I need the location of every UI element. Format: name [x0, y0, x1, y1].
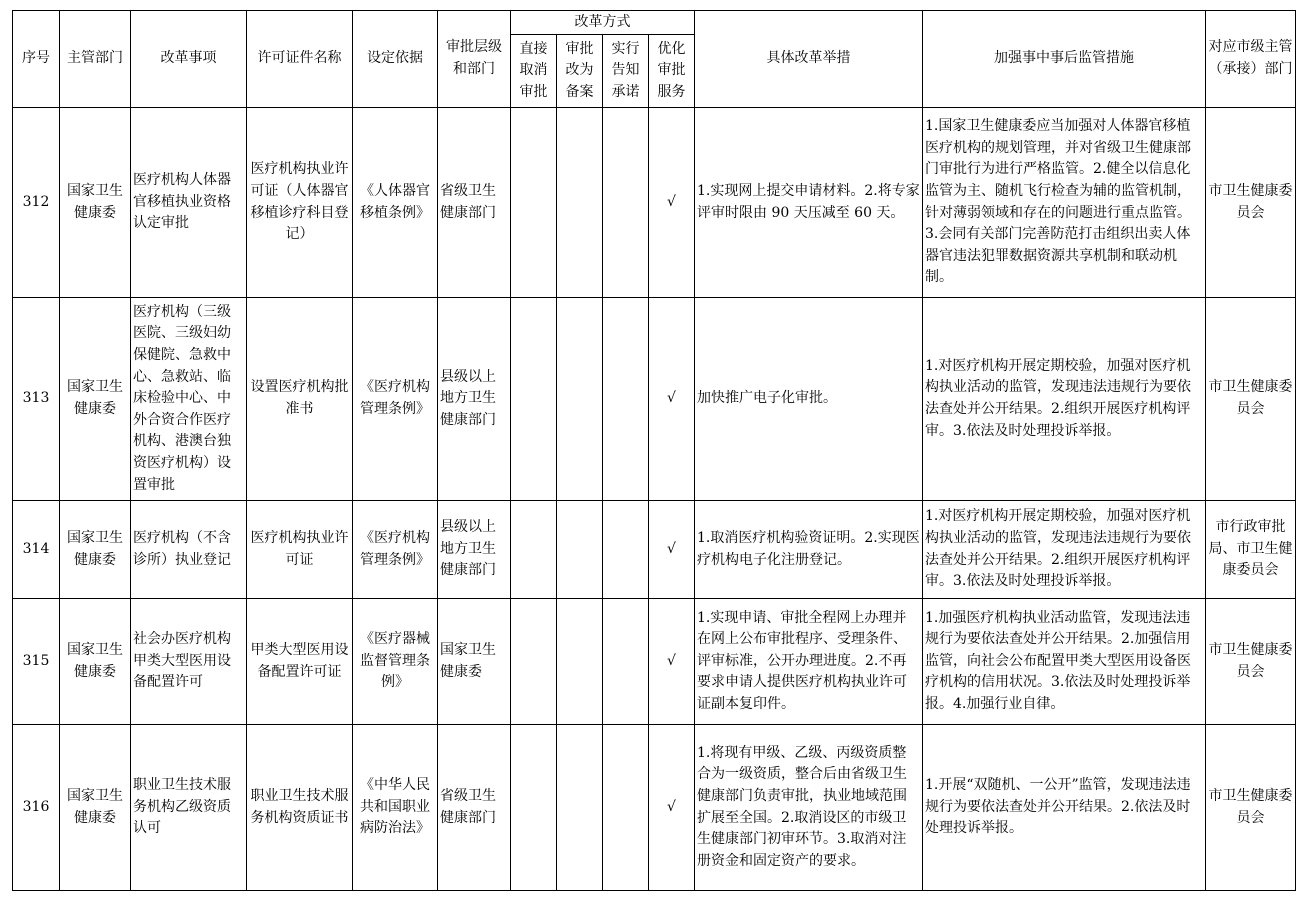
cell-method-optimize: √	[649, 108, 695, 298]
cell-supervision: 1.开展“双随机、一公开”监管，发现违法违规行为要依法查处并公开结果。2.依法及时处理投诉举报。	[923, 725, 1206, 891]
table-row	[13, 725, 1296, 891]
header-row-top	[13, 11, 1296, 35]
cell-method-record	[557, 725, 603, 891]
cell-measures: 加快推广电子化审批。	[695, 298, 923, 501]
cell-measures: 1.将现有甲级、乙级、丙级资质整合为一级资质，整合后由省级卫生健康部门负责审批，执业地域范围扩展至全国。2.取消设区的市级卫生健康部门初审环节。3.取消对注册资金和固定资产的要求。	[695, 725, 923, 891]
cell-license: 医疗机构执业许可证	[247, 501, 353, 599]
cell-measures: 1.实现网上提交申请材料。2.将专家评审时限由 90 天压减至 60 天。	[695, 108, 923, 298]
header-method-commit: 实行告知承诺	[603, 35, 649, 108]
cell-seq: 315	[13, 599, 60, 725]
cell-license: 甲类大型医用设备配置许可证	[247, 599, 353, 725]
cell-method-commit	[603, 501, 649, 599]
cell-method-record	[557, 599, 603, 725]
cell-dept: 国家卫生健康委	[60, 599, 131, 725]
cell-license: 设置医疗机构批准书	[247, 298, 353, 501]
table-row	[13, 298, 1296, 501]
cell-method-commit	[603, 108, 649, 298]
cell-method-optimize: √	[649, 298, 695, 501]
header-license: 许可证件名称	[247, 11, 353, 108]
header-method-cancel: 直接取消审批	[511, 35, 557, 108]
header-method-optimize: 优化审批服务	[649, 35, 695, 108]
cell-method-optimize: √	[649, 501, 695, 599]
cell-item: 医疗机构（不含诊所）执业登记	[131, 501, 247, 599]
cell-city-dept: 市卫生健康委员会	[1206, 725, 1296, 891]
header-item: 改革事项	[131, 11, 247, 108]
cell-city-dept: 市行政审批局、市卫生健康委员会	[1206, 501, 1296, 599]
cell-level: 县级以上地方卫生健康部门	[438, 298, 511, 501]
header-seq: 序号	[13, 11, 60, 108]
cell-dept: 国家卫生健康委	[60, 298, 131, 501]
reform-table	[12, 10, 1296, 891]
cell-level: 县级以上地方卫生健康部门	[438, 501, 511, 599]
cell-level: 省级卫生健康部门	[438, 725, 511, 891]
cell-license: 医疗机构执业许可证（人体器官移植诊疗科目登记）	[247, 108, 353, 298]
cell-seq: 313	[13, 298, 60, 501]
table-row	[13, 501, 1296, 599]
cell-supervision: 1.对医疗机构开展定期校验，加强对医疗机构执业活动的监管，发现违法违规行为要依法查处并公开结果。2.组织开展医疗机构评审。3.依法及时处理投诉举报。	[923, 501, 1206, 599]
header-measures: 具体改革举措	[695, 11, 923, 108]
cell-seq: 316	[13, 725, 60, 891]
cell-city-dept: 市卫生健康委员会	[1206, 298, 1296, 501]
cell-method-optimize: √	[649, 599, 695, 725]
cell-basis: 《中华人民共和国职业病防治法》	[353, 725, 438, 891]
cell-supervision: 1.加强医疗机构执业活动监管，发现违法违规行为要依法查处并公开结果。2.加强信用监管，向社会公布配置甲类大型医用设备医疗机构的信用状况。3.依法及时处理投诉举报。4.加强行业自律。	[923, 599, 1206, 725]
cell-method-commit	[603, 725, 649, 891]
cell-basis: 《医疗机构管理条例》	[353, 298, 438, 501]
header-basis: 设定依据	[353, 11, 438, 108]
cell-method-record	[557, 298, 603, 501]
cell-level: 省级卫生健康部门	[438, 108, 511, 298]
cell-basis: 《医疗机构管理条例》	[353, 501, 438, 599]
cell-basis: 《人体器官移植条例》	[353, 108, 438, 298]
cell-city-dept: 市卫生健康委员会	[1206, 599, 1296, 725]
cell-item: 社会办医疗机构甲类大型医用设备配置许可	[131, 599, 247, 725]
cell-license: 职业卫生技术服务机构资质证书	[247, 725, 353, 891]
header-supervision: 加强事中事后监管措施	[923, 11, 1206, 108]
cell-method-record	[557, 501, 603, 599]
cell-method-cancel	[511, 725, 557, 891]
cell-method-cancel	[511, 599, 557, 725]
cell-item: 医疗机构（三级医院、三级妇幼保健院、急救中心、急救站、临床检验中心、中外合资合作医疗机构、港澳台独资医疗机构）设置审批	[131, 298, 247, 501]
cell-item: 医疗机构人体器官移植执业资格认定审批	[131, 108, 247, 298]
cell-basis: 《医疗器械监督管理条例》	[353, 599, 438, 725]
cell-dept: 国家卫生健康委	[60, 501, 131, 599]
cell-seq: 312	[13, 108, 60, 298]
cell-method-commit	[603, 599, 649, 725]
cell-method-record	[557, 108, 603, 298]
cell-supervision: 1.国家卫生健康委应当加强对人体器官移植医疗机构的规划管理，并对省级卫生健康部门审批行为进行严格监管。2.健全以信息化监管为主、随机飞行检查为辅的监管机制，针对薄弱领域和存在的问题进行重点监管。3.会同有关部门完善防范打击组织出卖人体器官违法犯罪数据资源共享机制和联动机制。	[923, 108, 1206, 298]
cell-supervision: 1.对医疗机构开展定期校验，加强对医疗机构执业活动的监管，发现违法违规行为要依法查处并公开结果。2.组织开展医疗机构评审。3.依法及时处理投诉举报。	[923, 298, 1206, 501]
header-method-record: 审批改为备案	[557, 35, 603, 108]
cell-method-optimize: √	[649, 725, 695, 891]
cell-measures: 1.取消医疗机构验资证明。2.实现医疗机构电子化注册登记。	[695, 501, 923, 599]
cell-level: 国家卫生健康委	[438, 599, 511, 725]
table-row	[13, 599, 1296, 725]
cell-method-commit	[603, 298, 649, 501]
header-level: 审批层级和部门	[438, 11, 511, 108]
cell-item: 职业卫生技术服务机构乙级资质认可	[131, 725, 247, 891]
header-city-dept: 对应市级主管（承接）部门	[1206, 11, 1296, 108]
table-row	[13, 108, 1296, 298]
header-method-group: 改革方式	[511, 11, 695, 35]
cell-dept: 国家卫生健康委	[60, 108, 131, 298]
cell-method-cancel	[511, 108, 557, 298]
cell-measures: 1.实现申请、审批全程网上办理并在网上公布审批程序、受理条件、评审标准，公开办理进度。2.不再要求申请人提供医疗机构执业许可证副本复印件。	[695, 599, 923, 725]
cell-method-cancel	[511, 298, 557, 501]
cell-dept: 国家卫生健康委	[60, 725, 131, 891]
cell-method-cancel	[511, 501, 557, 599]
cell-seq: 314	[13, 501, 60, 599]
header-dept: 主管部门	[60, 11, 131, 108]
cell-city-dept: 市卫生健康委员会	[1206, 108, 1296, 298]
